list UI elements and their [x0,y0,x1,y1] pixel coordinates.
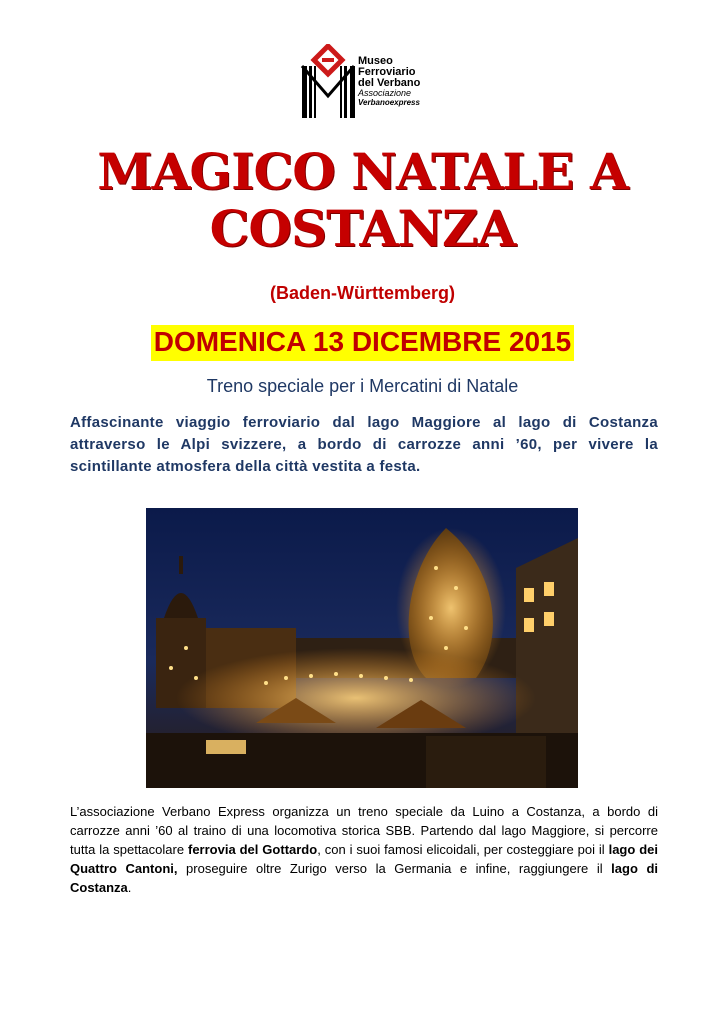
logo-line-1: Museo [358,55,393,67]
region-subtitle: (Baden-Württemberg) [270,283,455,303]
date-container [0,325,725,361]
logo-line-5: Verbanoexpress [358,98,420,107]
page-title-line-1: MAGICO NATALE A [97,142,628,201]
night-market-image [146,508,578,788]
event-date: DOMENICA 13 DICEMBRE 2015 [151,325,575,361]
description-paragraph [70,802,658,897]
body-text-3: proseguire oltre Zurigo verso la Germania e infine, raggiungere il [177,861,612,876]
page-title-line-2: COSTANZA [209,199,516,258]
christmas-market-photo [146,508,578,788]
lake-lucerne-text: lago dei Quattro Cantoni, [70,842,659,876]
lake-constance-text: lago di Costanza [70,861,658,895]
body-text-1: L’associazione Verbano Express organizza un treno speciale da Luino a Costanza, a bordo di carrozze anni ’60 al traino di una locomotiva storica SBB. Partendo dal lago Maggiore, si percorre tutta la spettacolare [70,804,658,857]
gotthard-railway-text: ferrovia del Gottardo [188,842,318,857]
logo-line-3: del Verbano [358,77,421,89]
logo-mark-icon [300,44,358,124]
logo-line-4: Associazione [358,88,412,98]
museum-logo [300,44,460,124]
intro-paragraph: Affascinante viaggio ferroviario dal lago Maggiore al lago di Costanza attraverso le Alpi svizzere, a bordo di carrozze anni ’60, per vivere la scintillante atmosfera della città vestita a festa. [70,414,658,475]
body-text-2: , con i suoi famosi elicoidali, per costeggiare poi il [317,842,609,857]
logo-line-2: Ferroviario [358,66,416,78]
body-text-4: . [127,880,132,895]
train-subtitle: Treno speciale per i Mercatini di Natale [206,376,519,396]
